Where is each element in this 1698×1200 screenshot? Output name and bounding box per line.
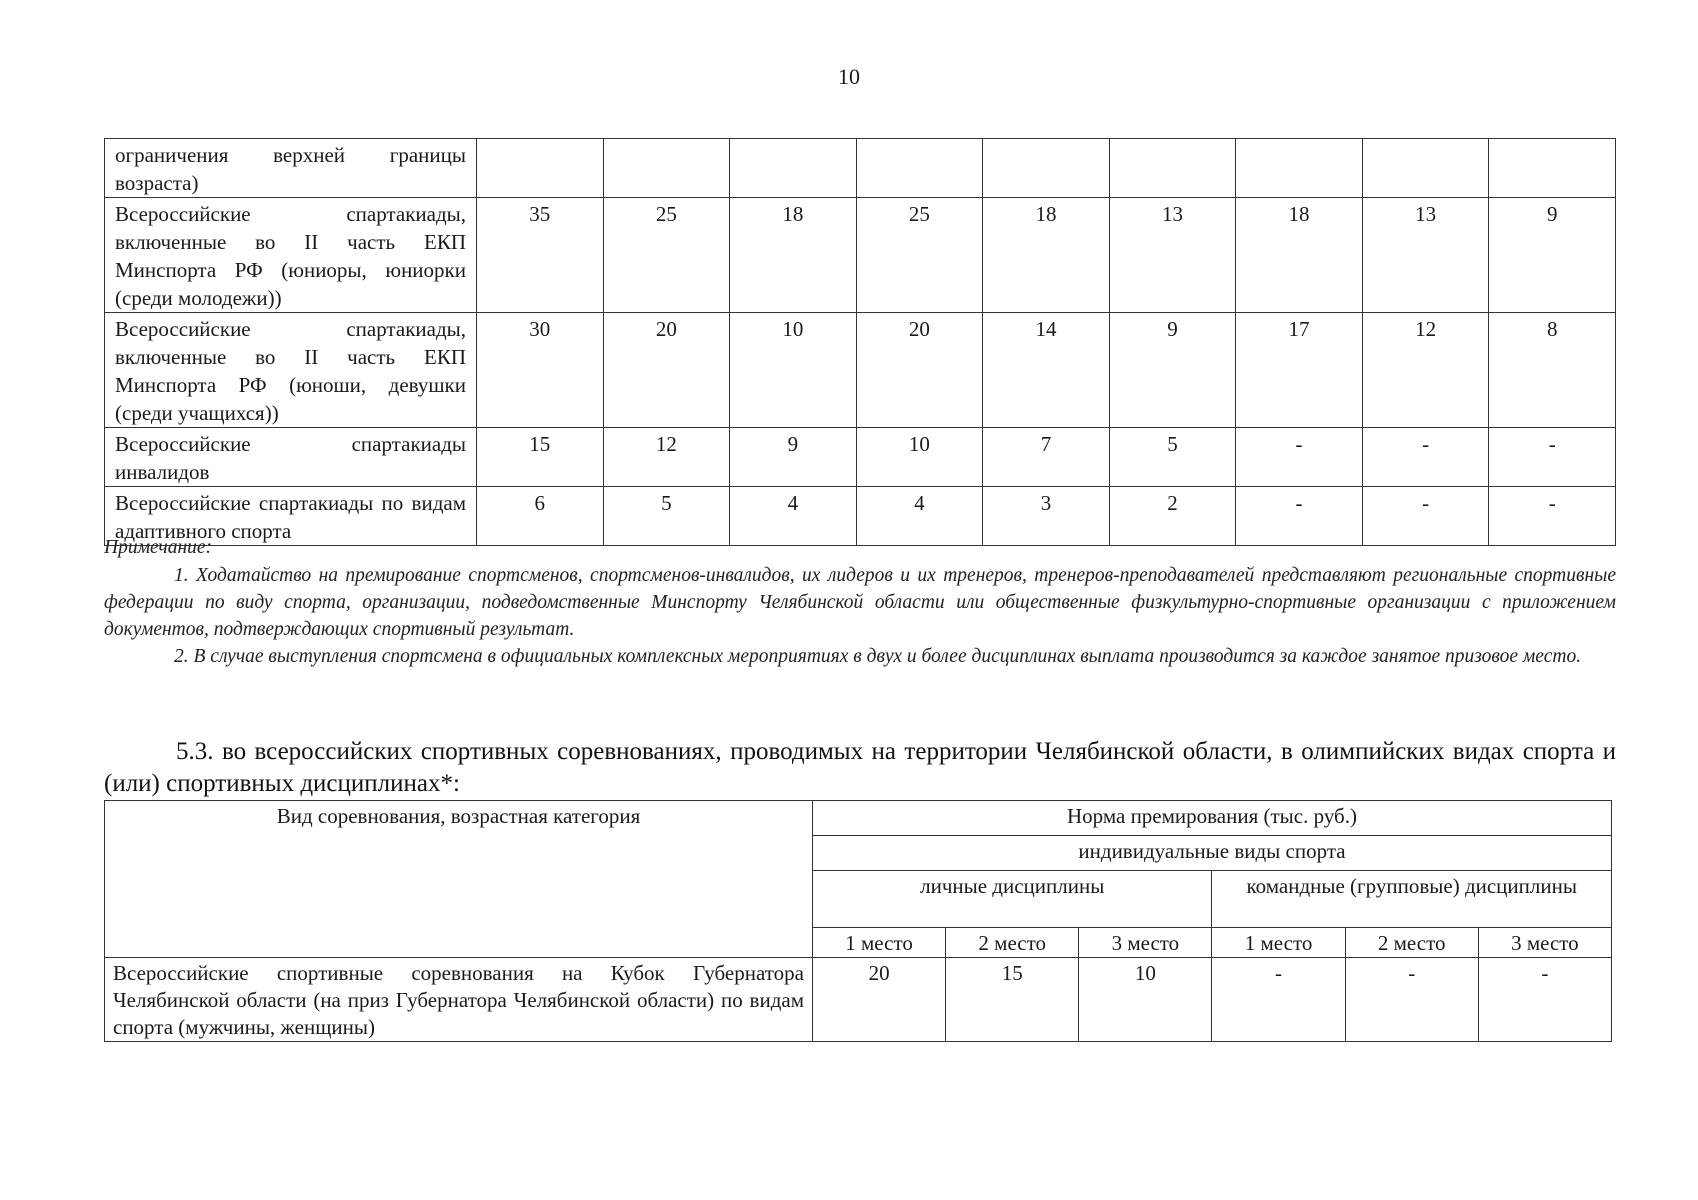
value-cell: 35: [477, 198, 604, 313]
header-personal: личные дисциплины: [813, 871, 1212, 928]
value-cell: 18: [730, 198, 857, 313]
value-cell: -: [1362, 487, 1489, 546]
value-cell: 13: [1362, 198, 1489, 313]
value-cell: 9: [730, 428, 857, 487]
value-cell: -: [1236, 428, 1363, 487]
page-number: 10: [838, 64, 860, 89]
value-cell: [1109, 139, 1236, 198]
value-cell: 7: [983, 428, 1110, 487]
value-cell: 9: [1109, 313, 1236, 428]
value-cell: 2: [1109, 487, 1236, 546]
header-team: командные (групповые) дисциплины: [1212, 871, 1612, 928]
value-cell: -: [1212, 958, 1345, 1042]
value-cell: 14: [983, 313, 1110, 428]
value-cell: [1236, 139, 1363, 198]
section-heading: [104, 736, 1616, 800]
header-individual: индивидуальные виды спорта: [813, 836, 1612, 871]
value-cell: 5: [1109, 428, 1236, 487]
value-cell: 4: [856, 487, 983, 546]
table-row: [105, 313, 1616, 428]
header-competition-type: Вид соревнования, возрастная категория: [105, 801, 813, 958]
row-label: Всероссийские спартакиады по видам адаптивного спорта: [105, 487, 477, 546]
cup-awards-table: [104, 800, 1612, 1042]
value-cell: 3: [983, 487, 1110, 546]
row-label: Всероссийские спартакиады, включенные во II часть ЕКП Минспорта РФ (юноши, девушки (среди учащихся)): [105, 313, 477, 428]
awards-table-continued: [104, 138, 1616, 546]
value-cell: 13: [1109, 198, 1236, 313]
value-cell: -: [1236, 487, 1363, 546]
value-cell: 25: [856, 198, 983, 313]
value-cell: [1489, 139, 1616, 198]
place-header: 2 место: [946, 928, 1079, 958]
value-cell: [603, 139, 730, 198]
value-cell: 18: [1236, 198, 1363, 313]
value-cell: 6: [477, 487, 604, 546]
value-cell: 10: [856, 428, 983, 487]
value-cell: [983, 139, 1110, 198]
value-cell: -: [1489, 428, 1616, 487]
value-cell: 4: [730, 487, 857, 546]
value-cell: 20: [603, 313, 730, 428]
value-cell: 8: [1489, 313, 1616, 428]
table-row: [105, 428, 1616, 487]
value-cell: 25: [603, 198, 730, 313]
value-cell: 15: [946, 958, 1079, 1042]
note-item-1: 1. Ходатайство на премирование спортсменов, спортсменов-инвалидов, их лидеров и их тренеров, тренеров-преподавателей представляют региональные спортивные федерации по виду спорта, организации, подведомственные Минспорту Челябинской области или общественные физкультурно-спортивные организации с приложением документов, подтверждающих спортивный результат.: [104, 565, 1616, 640]
value-cell: 10: [730, 313, 857, 428]
value-cell: 9: [1489, 198, 1616, 313]
place-header: 3 место: [1079, 928, 1212, 958]
value-cell: 20: [813, 958, 946, 1042]
note-item-2: 2. В случае выступления спортсмена в официальных комплексных мероприятиях в двух и более дисциплинах выплата производится за каждое занятое призовое место.: [174, 646, 1582, 667]
value-cell: -: [1345, 958, 1478, 1042]
value-cell: [856, 139, 983, 198]
value-cell: 10: [1079, 958, 1212, 1042]
place-header: 3 место: [1478, 928, 1611, 958]
value-cell: 12: [603, 428, 730, 487]
place-header: 1 место: [813, 928, 946, 958]
competition-name: Всероссийские спортивные соревнования на Кубок Губернатора Челябинской области (на приз Губернатора Челябинской области) по видам спорта (мужчины, женщины): [105, 958, 813, 1042]
row-label: Всероссийские спартакиады, включенные во II часть ЕКП Минспорта РФ (юниоры, юниорки (среди молодежи)): [105, 198, 477, 313]
row-label: Всероссийские спартакиады инвалидов: [105, 428, 477, 487]
value-cell: 18: [983, 198, 1110, 313]
value-cell: [730, 139, 857, 198]
value-cell: 20: [856, 313, 983, 428]
note-body: [104, 562, 1616, 670]
value-cell: [477, 139, 604, 198]
value-cell: [1362, 139, 1489, 198]
note-title: Примечание:: [104, 537, 213, 558]
table-row: [105, 198, 1616, 313]
place-header: 1 место: [1212, 928, 1345, 958]
table-row: [105, 139, 1616, 198]
value-cell: 17: [1236, 313, 1363, 428]
value-cell: -: [1478, 958, 1611, 1042]
value-cell: -: [1489, 487, 1616, 546]
value-cell: 5: [603, 487, 730, 546]
value-cell: 15: [477, 428, 604, 487]
value-cell: 30: [477, 313, 604, 428]
row-label: ограничения верхней границы возраста): [105, 139, 477, 198]
section-heading-text: 5.3. во всероссийских спортивных соревнованиях, проводимых на территории Челябинской области, в олимпийских видах спорта и (или) спортивных дисциплинах*:: [104, 738, 1616, 797]
place-header: 2 место: [1345, 928, 1478, 958]
value-cell: -: [1362, 428, 1489, 487]
value-cell: 12: [1362, 313, 1489, 428]
header-norm: Норма премирования (тыс. руб.): [813, 801, 1612, 836]
